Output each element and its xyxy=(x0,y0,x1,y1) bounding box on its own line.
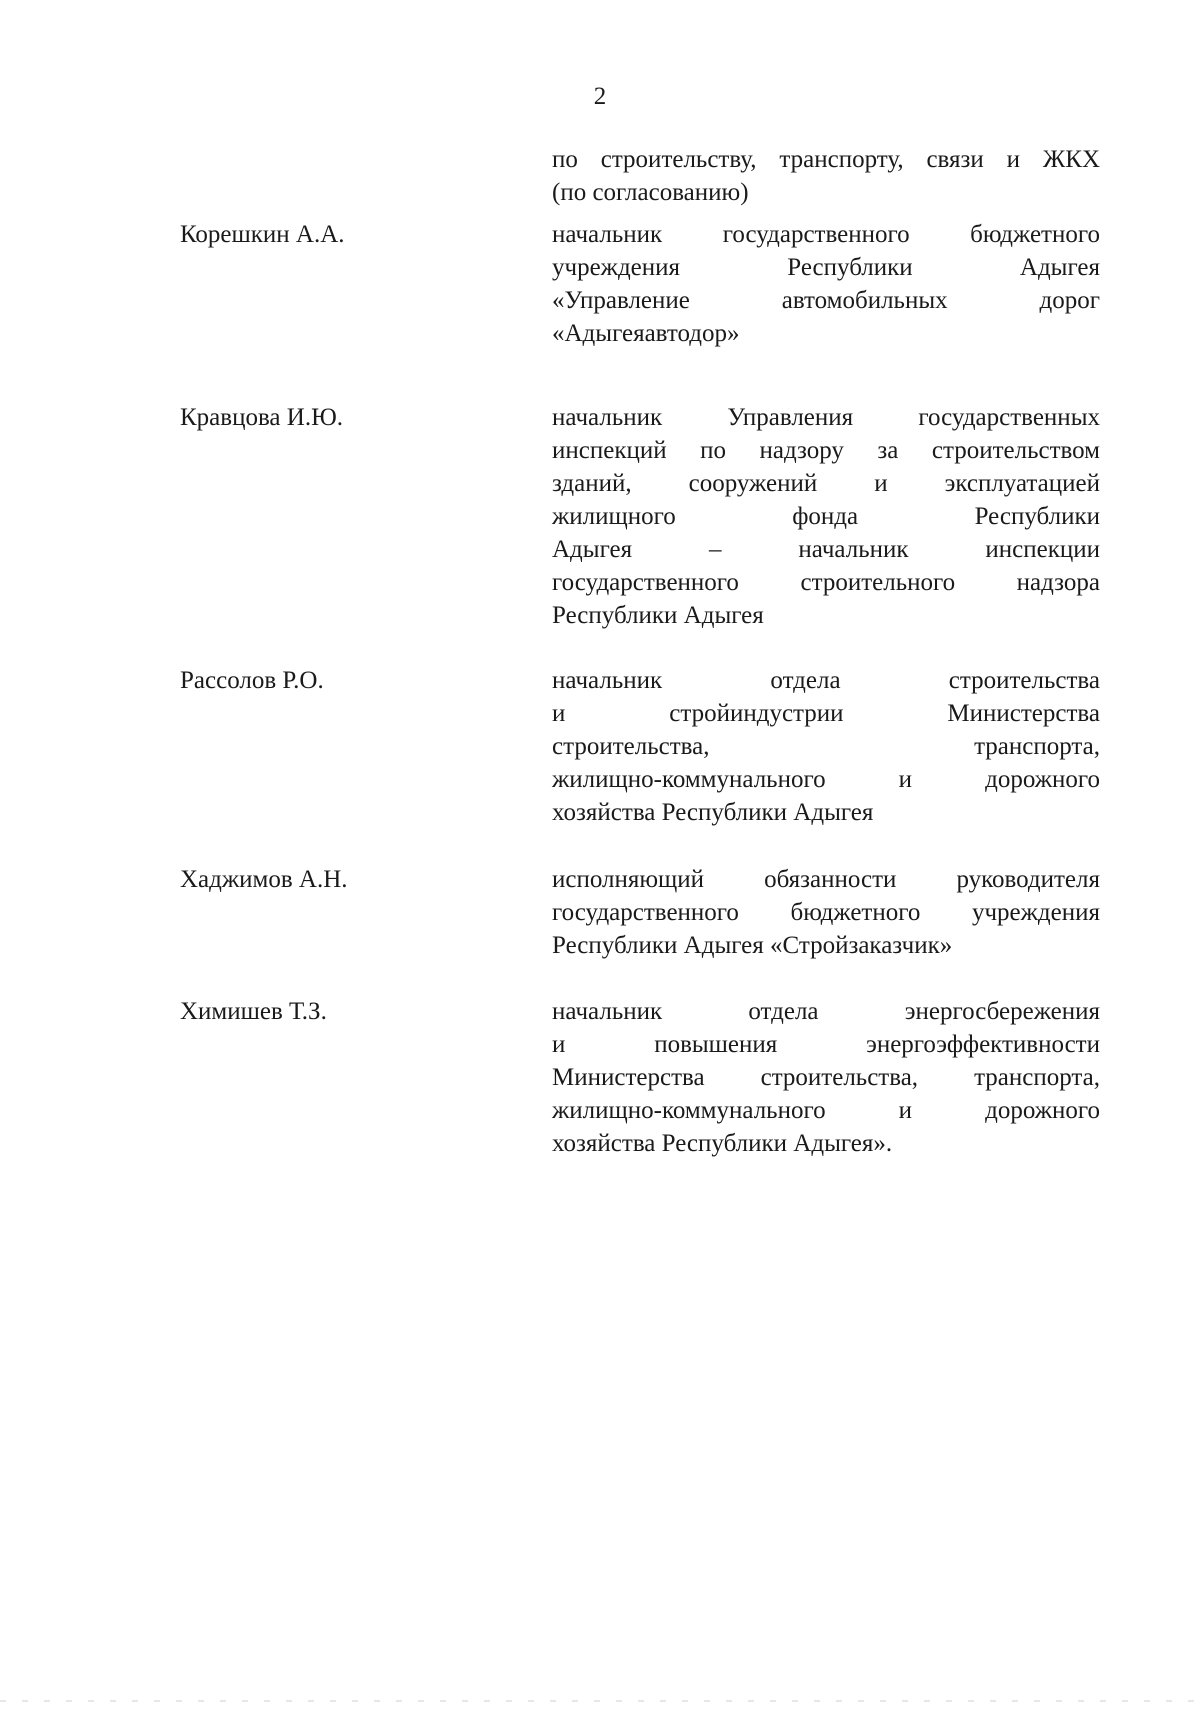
position-line: хозяйства Республики Адыгея». xyxy=(552,1130,893,1157)
position-line: инспекций по надзору за строительством xyxy=(552,437,1100,464)
position-line: хозяйства Республики Адыгея xyxy=(552,799,874,826)
scan-edge-artifact xyxy=(0,1700,1200,1702)
position-line: Республики Адыгея xyxy=(552,602,764,629)
position-line: начальник Управления государственных xyxy=(552,404,1100,431)
position-line: начальник отдела строительства xyxy=(552,667,1100,694)
position-line: начальник отдела энергосбережения xyxy=(552,998,1100,1025)
lead-line: по строительству, транспорту, связи и ЖКХ xyxy=(552,146,1100,173)
page-number: 2 xyxy=(593,83,607,110)
position-line: государственного строительного надзора xyxy=(552,569,1100,596)
member-name: Кравцова И.Ю. xyxy=(180,404,344,431)
position-line: учреждения Республики Адыгея xyxy=(552,254,1100,281)
position-line: Адыгея – начальник инспекции xyxy=(552,536,1100,563)
position-line: «Управление автомобильных дорог xyxy=(552,287,1100,314)
member-position xyxy=(552,218,1100,350)
member-position xyxy=(552,664,1100,829)
position-line: Министерства строительства, транспорта, xyxy=(552,1064,1100,1091)
position-line: начальник государственного бюджетного xyxy=(552,221,1100,248)
position-line: зданий, сооружений и эксплуатацией xyxy=(552,470,1100,497)
member-position xyxy=(552,995,1100,1160)
position-line: жилищно-коммунального и дорожного xyxy=(552,766,1100,793)
position-line: государственного бюджетного учреждения xyxy=(552,899,1100,926)
position-line: и повышения энергоэффективности xyxy=(552,1031,1100,1058)
lead-continuation-text xyxy=(552,143,1100,209)
member-name: Хаджимов А.Н. xyxy=(180,866,348,893)
position-line: жилищного фонда Республики xyxy=(552,503,1100,530)
member-position xyxy=(552,401,1100,632)
position-line: жилищно-коммунального и дорожного xyxy=(552,1097,1100,1124)
member-name: Химишев Т.З. xyxy=(180,998,327,1025)
position-line: строительства, транспорта, xyxy=(552,733,1100,760)
position-line: Республики Адыгея «Стройзаказчик» xyxy=(552,932,953,959)
member-name: Рассолов Р.О. xyxy=(180,667,324,694)
member-position xyxy=(552,863,1100,962)
lead-line: (по согласованию) xyxy=(552,179,749,206)
position-line: и стройиндустрии Министерства xyxy=(552,700,1100,727)
member-name: Корешкин А.А. xyxy=(180,221,345,248)
position-line: «Адыгеяавтодор» xyxy=(552,320,740,347)
position-line: исполняющий обязанности руководителя xyxy=(552,866,1100,893)
